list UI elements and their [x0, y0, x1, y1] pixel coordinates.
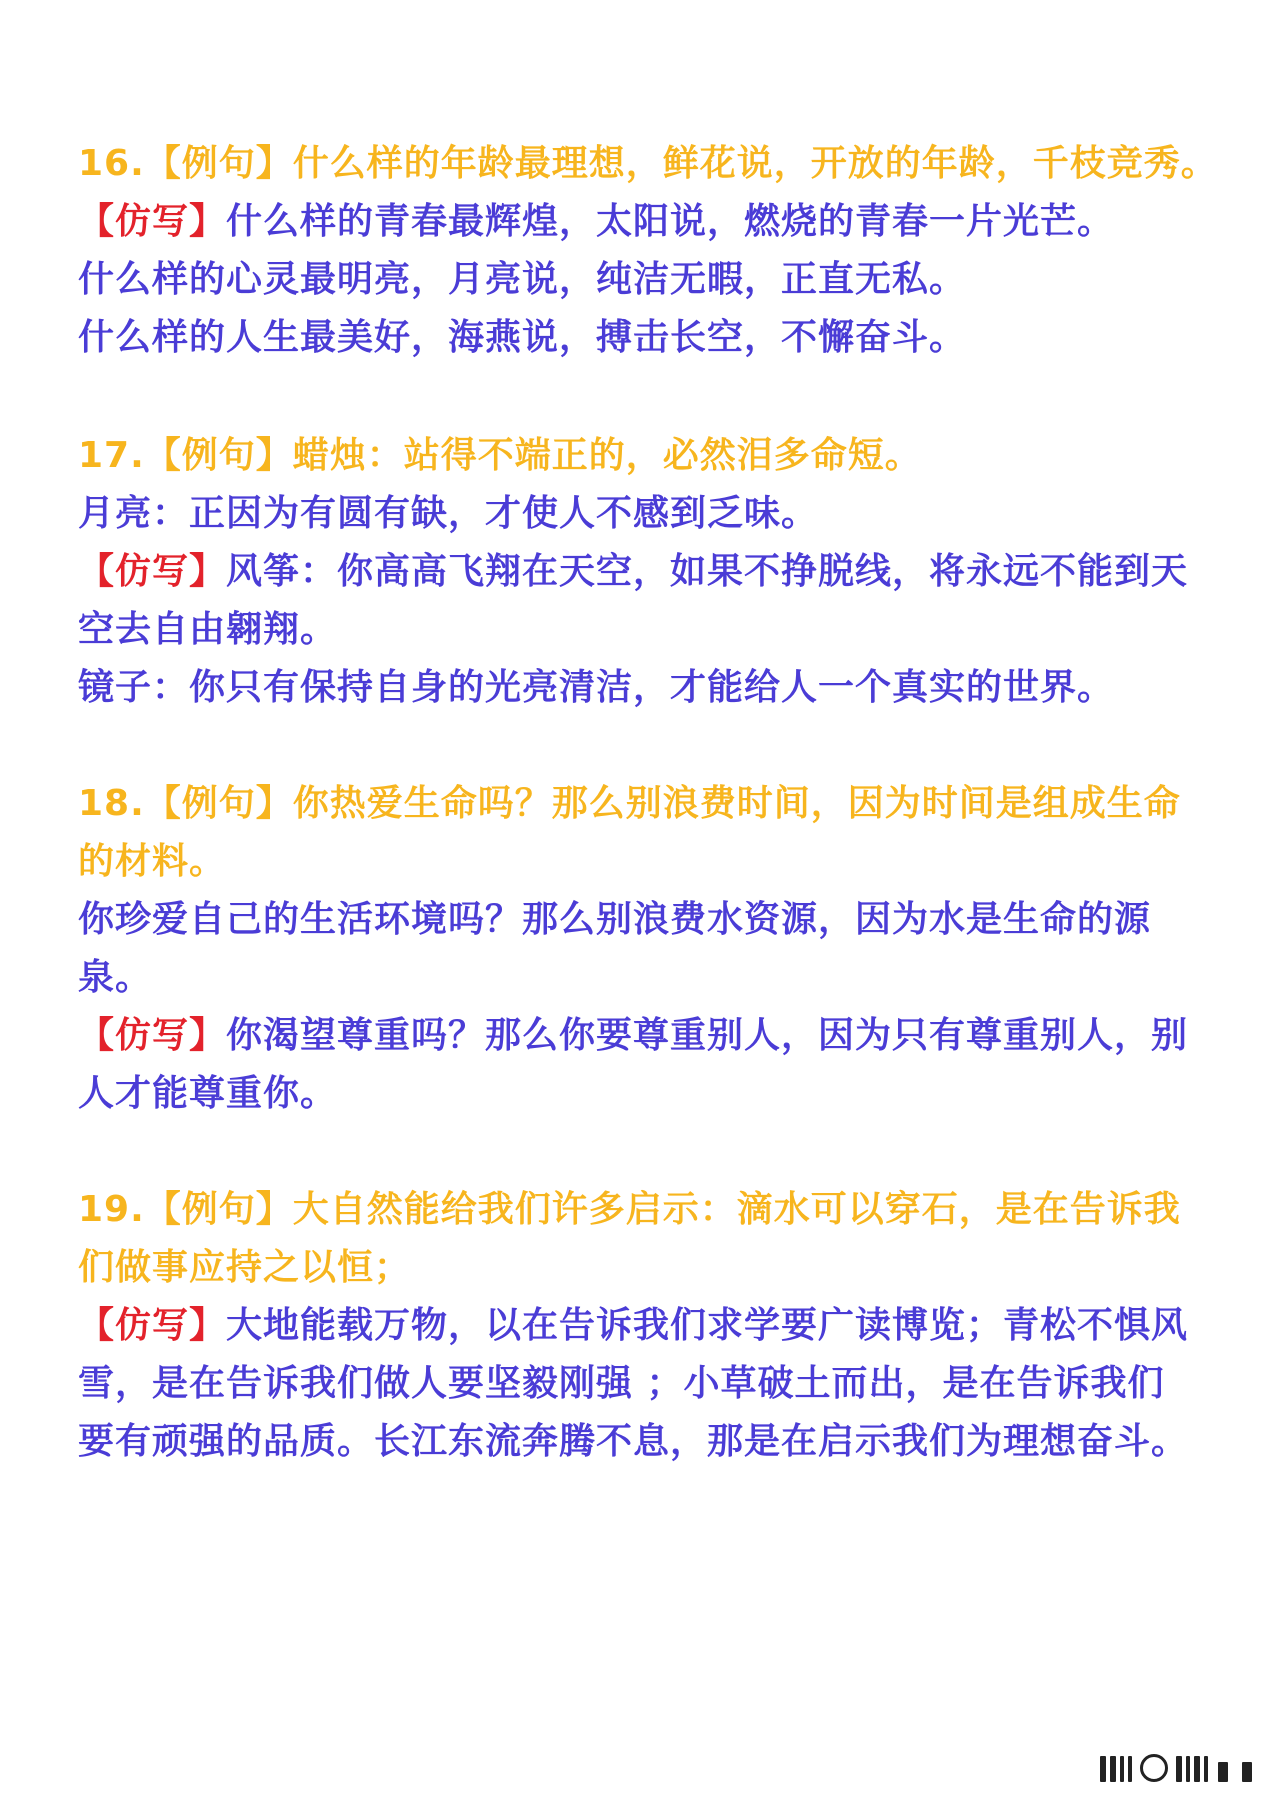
imitate-19-text-1: 大地能载万物，以在告诉我们求学要广读博览；青松不惧风	[226, 1305, 1189, 1346]
example-19-line-1: 19.【例句】大自然能给我们许多启示：滴水可以穿石，是在告诉我	[78, 1189, 1181, 1230]
example-18-line-1: 18.【例句】你热爱生命吗？那么别浪费时间，因为时间是组成生命	[78, 783, 1181, 824]
imitate-tag: 【仿写】	[78, 551, 227, 592]
imitate-18-line-1	[78, 1012, 1218, 1060]
barcode-icon	[1100, 1754, 1252, 1782]
imitate-16-line-3: 什么样的人生最美好，海燕说，搏击长空，不懈奋斗。	[78, 317, 967, 358]
example-18-cont-2: 泉。	[78, 957, 153, 998]
imitate-17-text-1: 风筝：你高高飞翔在天空，如果不挣脱线，将永远不能到天	[226, 551, 1189, 592]
example-17-cont-1: 月亮：正因为有圆有缺，才使人不感到乏味。	[78, 493, 819, 534]
example-17-line-1: 17.【例句】蜡烛：站得不端正的，必然泪多命短。	[78, 435, 922, 476]
example-18-cont-1: 你珍爱自己的生活环境吗？那么别浪费水资源，因为水是生命的源	[78, 899, 1152, 940]
imitate-tag: 【仿写】	[78, 1305, 227, 1346]
imitate-16-text-1: 什么样的青春最辉煌，太阳说，燃烧的青春一片光芒。	[226, 201, 1115, 242]
imitate-17-line-3: 镜子：你只有保持自身的光亮清洁，才能给人一个真实的世界。	[78, 667, 1115, 708]
imitate-tag: 【仿写】	[78, 1015, 227, 1056]
example-16-line-1: 16.【例句】什么样的年龄最理想，鲜花说，开放的年龄，千枝竞秀。	[78, 143, 1218, 184]
imitate-17-line-1	[78, 548, 1218, 596]
imitate-16-line-1	[78, 198, 1218, 246]
imitate-18-text-1: 你渴望尊重吗？那么你要尊重别人，因为只有尊重别人，别	[226, 1015, 1189, 1056]
imitate-16-line-2: 什么样的心灵最明亮，月亮说，纯洁无暇，正直无私。	[78, 259, 967, 300]
imitate-19-line-3: 要有顽强的品质。长江东流奔腾不息，那是在启示我们为理想奋斗。	[78, 1421, 1189, 1462]
imitate-tag: 【仿写】	[78, 201, 227, 242]
example-18-line-2: 的材料。	[78, 841, 227, 882]
imitate-17-line-2: 空去自由翱翔。	[78, 609, 338, 650]
imitate-18-line-2: 人才能尊重你。	[78, 1073, 338, 1114]
imitate-19-line-1	[78, 1302, 1218, 1350]
imitate-19-line-2: 雪，是在告诉我们做人要坚毅刚强 ；小草破土而出，是在告诉我们	[78, 1363, 1165, 1404]
example-19-line-2: 们做事应持之以恒；	[78, 1247, 412, 1288]
